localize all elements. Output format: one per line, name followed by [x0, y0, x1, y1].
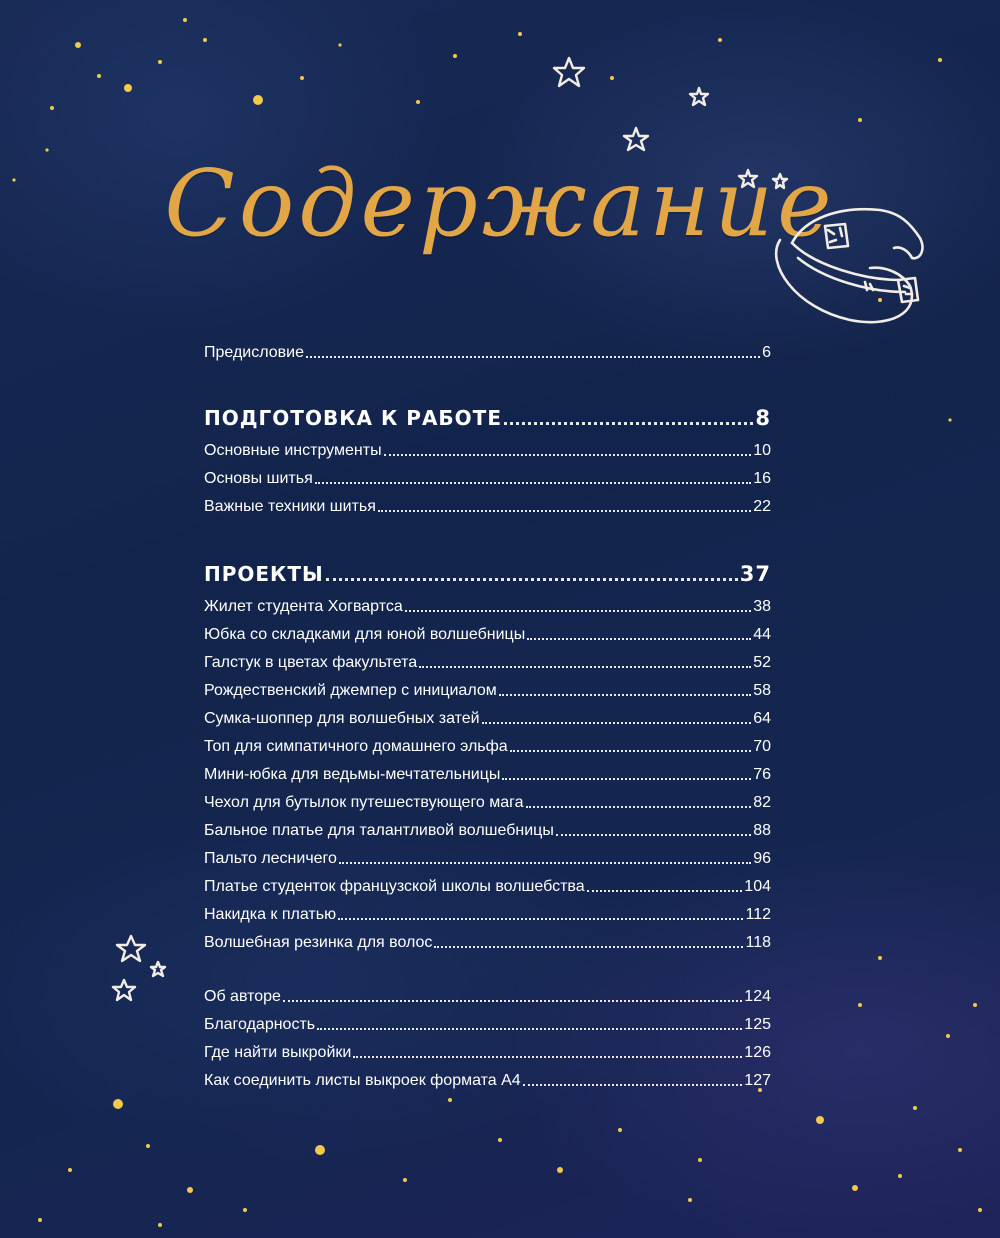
gold-dot: [973, 1003, 977, 1007]
outline-star-icon: [690, 88, 708, 105]
gold-dot: [97, 74, 101, 78]
toc-entry-page: 64: [753, 710, 771, 727]
toc-entry-page: 16: [753, 470, 771, 487]
dot-leader: [556, 834, 751, 836]
toc-entry-label: Благодарность: [204, 1016, 316, 1033]
toc-entry[interactable]: [204, 1038, 771, 1062]
toc-entry[interactable]: [204, 732, 771, 756]
toc-entry[interactable]: [204, 900, 771, 924]
gold-dot: [315, 1145, 325, 1155]
gold-dot: [187, 1187, 193, 1193]
gold-dot: [243, 1208, 247, 1212]
toc-entry[interactable]: [204, 788, 771, 812]
toc-entry[interactable]: [204, 676, 771, 700]
toc-entry[interactable]: [204, 436, 771, 460]
dot-leader: [510, 750, 752, 752]
toc-entry-page: 88: [753, 822, 771, 839]
dot-leader: [317, 1028, 742, 1030]
dot-leader: [504, 422, 753, 425]
dot-leader: [502, 778, 751, 780]
dot-leader: [434, 946, 743, 948]
gold-dot: [498, 1138, 502, 1142]
gold-dot: [300, 76, 304, 80]
dot-leader: [384, 454, 752, 456]
toc-entry[interactable]: [204, 592, 771, 616]
dot-leader: [326, 578, 738, 581]
gold-dot: [852, 1185, 858, 1191]
gold-dot: [50, 106, 54, 110]
toc-entry[interactable]: [204, 816, 771, 840]
gold-dot: [68, 1168, 72, 1172]
dot-leader: [306, 356, 760, 358]
toc-entry-page: 82: [753, 794, 771, 811]
toc-entry[interactable]: [204, 982, 771, 1006]
witch-hat-icon: [770, 188, 930, 333]
toc-entry[interactable]: [204, 760, 771, 784]
gold-dot: [858, 1003, 862, 1007]
toc-entry[interactable]: [204, 464, 771, 488]
outline-star-icon: [113, 980, 135, 1000]
gold-dot: [946, 1034, 950, 1038]
toc-entry-label: Пальто лесничего: [204, 850, 337, 867]
dot-leader: [315, 482, 751, 484]
gold-dot: [878, 956, 882, 960]
toc-entry-label: Чехол для бутылок путешествующего мага: [204, 794, 524, 811]
dot-leader: [339, 862, 751, 864]
toc-entry-label: Жилет студента Хогвартса: [204, 598, 403, 615]
gold-dot: [938, 58, 942, 62]
toc-entry-page: 104: [744, 878, 771, 895]
gold-dot: [718, 38, 722, 42]
dot-leader: [283, 1000, 742, 1002]
outline-star-icon: [624, 128, 648, 150]
section-page: 37: [739, 562, 771, 586]
toc-entry-label: Предисловие: [204, 344, 304, 361]
gold-dot: [183, 18, 187, 22]
gold-dot: [146, 1144, 150, 1148]
gold-dot: [158, 60, 162, 64]
gold-dot: [403, 1178, 407, 1182]
toc-entry[interactable]: [204, 338, 771, 362]
gold-dot: [38, 1218, 42, 1222]
dot-leader: [523, 1084, 743, 1086]
toc-entry-label: Где найти выкройки: [204, 1044, 352, 1061]
dot-leader: [587, 890, 743, 892]
toc-entry-page: 126: [744, 1044, 771, 1061]
gold-dot: [858, 118, 862, 122]
toc-entry-page: 38: [753, 598, 771, 615]
dot-leader: [527, 638, 751, 640]
toc-section-heading[interactable]: [204, 402, 771, 430]
gold-dot: [698, 1158, 702, 1162]
outline-star-icon: [554, 58, 584, 86]
gold-dot: [75, 42, 81, 48]
toc-entry-label: Галстук в цветах факультета: [204, 654, 418, 671]
toc-entry-page: 70: [753, 738, 771, 755]
toc-entry-page: 124: [744, 988, 771, 1005]
toc-entry[interactable]: [204, 704, 771, 728]
dot-leader: [482, 722, 752, 724]
toc-entry-label: Рождественский джемпер с инициалом: [204, 682, 497, 699]
gold-dot: [124, 84, 132, 92]
gold-dot: [688, 1198, 692, 1202]
section-title: ПРОЕКТЫ: [204, 562, 324, 586]
toc-entry-label: Мини-юбка для ведьмы-мечтательницы: [204, 766, 501, 783]
dot-leader: [338, 918, 743, 920]
gold-dot: [958, 1148, 962, 1152]
toc-entry-label: Топ для симпатичного домашнего эльфа: [204, 738, 508, 755]
toc-entry-label: Важные техники шитья: [204, 498, 376, 515]
toc-entry-label: Основные инструменты: [204, 442, 382, 459]
toc-entry-label: Платье студенток французской школы волшебства: [204, 878, 585, 895]
gold-dot: [557, 1167, 563, 1173]
toc-entry-page: 22: [753, 498, 771, 515]
dot-leader: [419, 666, 751, 668]
toc-entry-label: Сумка-шоппер для волшебных затей: [204, 710, 480, 727]
toc-entry[interactable]: [204, 492, 771, 516]
gold-dot: [898, 1174, 902, 1178]
toc-entry-label: Бальное платье для талантливой волшебницы: [204, 822, 554, 839]
gold-dot: [610, 76, 614, 80]
outline-star-icon: [151, 962, 165, 976]
toc-entry-label: Основы шитья: [204, 470, 313, 487]
toc-entry-page: 6: [762, 344, 771, 361]
toc-entry-page: 10: [753, 442, 771, 459]
toc-entry[interactable]: [204, 872, 771, 896]
toc-entry-page: 127: [744, 1072, 771, 1089]
dot-leader: [405, 610, 751, 612]
toc-entry-label: Об авторе: [204, 988, 281, 1005]
toc-entry[interactable]: [204, 648, 771, 672]
toc-entry-page: 125: [744, 1016, 771, 1033]
gold-dot: [113, 1099, 123, 1109]
toc-entry[interactable]: [204, 620, 771, 644]
toc-entry-page: 52: [753, 654, 771, 671]
section-title: ПОДГОТОВКА К РАБОТЕ: [204, 406, 502, 430]
gold-dot: [816, 1116, 824, 1124]
toc-entry-label: Волшебная резинка для волос: [204, 934, 433, 951]
toc-entry[interactable]: [204, 928, 771, 952]
outline-star-icon: [117, 936, 145, 961]
toc-entry-label: Юбка со складками для юной волшебницы: [204, 626, 526, 643]
toc-entry-page: 118: [745, 934, 771, 951]
gold-dot: [978, 1208, 982, 1212]
dot-leader: [526, 806, 752, 808]
gold-dot: [338, 43, 341, 46]
gold-dot: [158, 1223, 162, 1227]
gold-dot: [253, 95, 263, 105]
dot-leader: [353, 1056, 742, 1058]
toc-entry[interactable]: [204, 844, 771, 868]
toc-entry-page: 58: [753, 682, 771, 699]
toc-entry[interactable]: [204, 1066, 771, 1090]
section-page: 8: [755, 406, 771, 430]
toc-entry-page: 76: [753, 766, 771, 783]
dot-leader: [378, 510, 751, 512]
gold-dot: [453, 54, 457, 58]
toc-entry-page: 44: [753, 626, 771, 643]
gold-dot: [948, 418, 951, 421]
dot-leader: [499, 694, 751, 696]
gold-dot: [913, 1106, 917, 1110]
gold-dot: [618, 1128, 622, 1132]
gold-dot: [518, 32, 522, 36]
toc-entry-label: Как соединить листы выкроек формата А4: [204, 1072, 521, 1089]
gold-dot: [448, 1098, 452, 1102]
toc-entry[interactable]: [204, 1010, 771, 1034]
toc-section-heading[interactable]: [204, 558, 771, 586]
page-title: Содержание: [164, 150, 836, 257]
toc-entry-label: Накидка к платью: [204, 906, 337, 923]
toc-entry-page: 96: [753, 850, 771, 867]
gold-dot: [416, 100, 420, 104]
toc-entry-page: 112: [745, 906, 771, 923]
gold-dot: [203, 38, 207, 42]
